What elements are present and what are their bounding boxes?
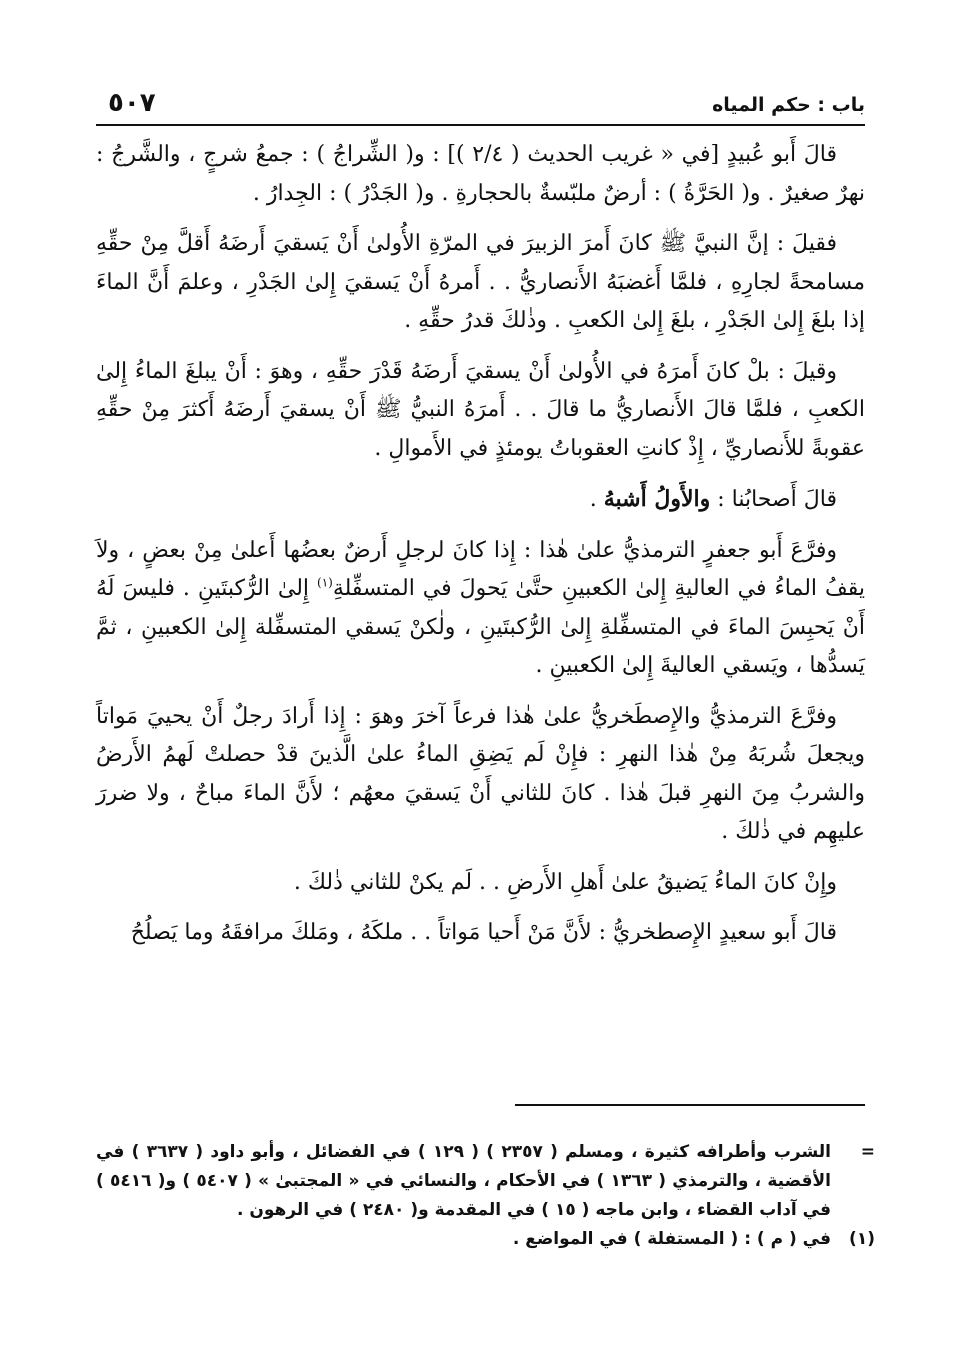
paragraph-5: [96, 532, 865, 686]
chapter-title: باب : حكم المياه: [712, 94, 865, 116]
paragraph-4: [96, 480, 865, 520]
paragraph-3: وقيلَ : بلْ كانَ أَمرَهُ في الأُولىٰ أَنْ يسقيَ أَرضَهُ قَدْرَ حقِّهِ ، وهوَ : أَنْ يبلغَ الماءُ إِلىٰ الكعبِ ، فلمَّا قالَ الأَنصاريُّ ما قالَ . . أَمرَهُ النبيُّ ﷺ أَنْ يسقيَ أَرضَهُ أَكثرَ مِنْ حقِّهِ عقوبةً للأَنصاريِّ ، إِذْ كانتِ العقوباتُ يومئذٍ في الأَموالِ .: [96, 358, 865, 461]
paragraph-2: فقيلَ : إنَّ النبيَّ ﷺ كانَ أَمرَ الزبيرَ في المرّةِ الأُولىٰ أَنْ يَسقيَ أَرضَهُ أَقلَّ مِنْ حقِّهِ مسامحةً لجارِهِ ، فلمَّا أَغضبَهُ الأَنصاريُّ . . أَمرهُ أَنْ يَسقيَ إِلىٰ الجَدْرِ ، وعلمَ أَنَّ الماءَ إذا بلغَ إِلىٰ الجَدْرِ ، بلغَ إِلىٰ الكعبِ . وذٰلكَ قدرُ حقِّهِ .: [96, 231, 865, 333]
paragraph-4-prefix: قالَ أَصحابُنا :: [710, 487, 837, 512]
footnote-1-text: في ( م ) : ( المستفلة ) في المواضع .: [512, 1229, 831, 1249]
running-header: [96, 84, 865, 126]
footnote-continuation-text: الشرب وأطرافه كثيرة ، ومسلم ( ٢٣٥٧ ) ( ١٢٩ ) في الفضائل ، وأبو داود ( ٣٦٣٧ ) في الأقضية ، والترمذي ( ١٣٦٣ ) في الأحكام ، والنسائي في « المجتبىٰ » ( ٥٤٠٧ ) و( ٥٤١٦ ) في آداب القضاء ، وابن ماجه ( ١٥ ) في المقدمة و( ٢٤٨٠ ) في الرهون .: [96, 1142, 832, 1220]
paragraph-7: وإِنْ كانَ الماءُ يَضيقُ علىٰ أَهلِ الأَرضِ . . لَم يكنْ للثاني ذٰلكَ .: [293, 869, 837, 895]
continuation-marker: =: [860, 1142, 875, 1162]
footnote-separator: [515, 1104, 865, 1106]
main-text: [96, 136, 865, 965]
footnote-1: [96, 1225, 875, 1254]
footnotes: [96, 1138, 875, 1254]
paragraph-6: وفرَّعَ الترمذيُّ والإِصطَخريُّ علىٰ هٰذا فرعاً آخرَ وهوَ : إِذا أَرادَ رجلٌ أَنْ يحييَ مَواتاً ويجعلَ شُربَهُ مِنْ هٰذا النهرِ : فإِنْ لَم يَضِقِ الماءُ علىٰ الَّذينَ قدْ حصلتْ لَهمُ الأَرضُ والشربُ مِنَ النهرِ قبلَ هٰذا . كانَ للثاني أَنْ يَسقيَ معهُم ؛ لأَنَّ الماءَ مباحٌ ، ولا ضررَ عليهِم في ذٰلكَ .: [96, 703, 865, 844]
footnote-reference-1[interactable]: (١): [317, 575, 333, 590]
paragraph-1: قالَ أَبو عُبيدٍ [في « غريب الحديث ( ٢/٤ )] : و( الشِّراجُ ) : جمعُ شرجٍ ، والشَّرجُ : نهرٌ صغيرٌ . و( الحَرَّةُ ) : أرضٌ ملبّسةٌ بالحجارةِ . و( الجَدْرُ ) : الجِدارُ .: [96, 142, 865, 206]
page-number: ٥٠٧: [108, 88, 156, 118]
paragraph-4-suffix: .: [589, 487, 604, 512]
footnote-continuation: [96, 1138, 875, 1225]
paragraph-8: قالَ أَبو سعيدٍ الإِصطخريُّ : لأَنَّ مَنْ أَحيا مَواتاً . . ملكَهُ ، ومَلكَ مرافقَهُ وما يَصلُحُ: [130, 920, 837, 945]
paragraph-5-part1: وفرَّعَ أَبو جعفرٍ الترمذيُّ علىٰ هٰذا : إِذا كانَ لرجلٍ أَرضٌ بعضُها أَعلىٰ مِنْ بعضٍ ، ولاَ يقفُ الماءُ في العاليةِ إِلىٰ الكعبينِ حتَّىٰ يَحولَ في المتسفِّلةِ: [96, 537, 866, 601]
paragraph-5-part2: إِلىٰ الرُّكبتَينِ . فليسَ لَهُ أَنْ يَحبِسَ الماءَ في المتسفِّلةِ إِلىٰ الرُّكبتَينِ ، ولٰكنْ يَسقي المتسفِّلة إِلىٰ الكعبينِ ، ثمَّ يَسدُّها ، ويَسقي العاليةَ إِلىٰ الكعبينِ .: [96, 576, 865, 678]
paragraph-4-bold: والأَولُ أَشبهُ: [603, 486, 711, 512]
footnote-1-marker: (١): [849, 1229, 875, 1249]
